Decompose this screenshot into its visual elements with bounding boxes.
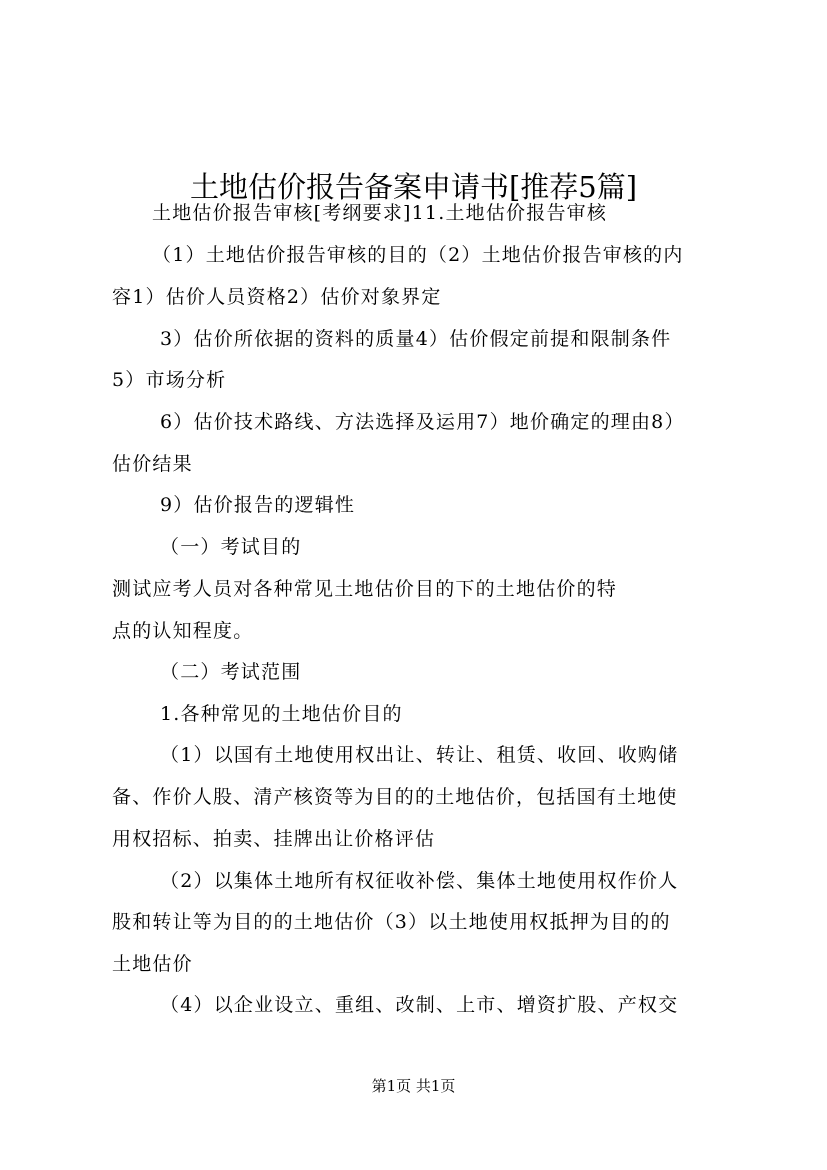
paragraph-line: 容1）估价人员资格2）估价对象界定 (112, 286, 442, 308)
paragraph-line: （1）以国有土地使用权出让、转让、租赁、收回、收购储 (160, 744, 679, 766)
section-heading: （二）考试范围 (160, 661, 302, 683)
paragraph-line: 9）估价报告的逻辑性 (160, 494, 356, 516)
paragraph-line: 6）估价技术路线、方法选择及运用7）地价确定的理由8） (160, 411, 685, 433)
paragraph-line: 3）估价所依据的资料的质量4）估价假定前提和限制条件 (160, 328, 672, 350)
section-heading: （一）考试目的 (160, 536, 302, 558)
paragraph-line: 点的认知程度。 (112, 620, 254, 642)
paragraph-line: （1）土地估价报告审核的目的（2）土地估价报告审核的内 (152, 244, 684, 266)
paragraph-line: 估价结果 (112, 453, 193, 475)
paragraph-line: 备、作价人股、清产核资等为目的的土地估价，包括国有土地使 (112, 786, 678, 808)
paragraph-line: 股和转让等为目的的土地估价（3）以土地使用权抵押为目的的 (112, 911, 671, 933)
paragraph-line: （4）以企业设立、重组、改制、上市、增资扩股、产权交 (160, 994, 679, 1016)
subsection-heading: 1.各种常见的土地估价目的 (160, 703, 403, 725)
document-title: 土地估价报告备案申请书[推荐5篇] (189, 170, 638, 205)
paragraph-line: 用权招标、拍卖、挂牌出让价格评估 (112, 828, 436, 850)
paragraph-line: 土地估价 (112, 953, 193, 975)
paragraph-line: 5）市场分析 (112, 369, 227, 391)
paragraph-line: （2）以集体土地所有权征收补偿、集体土地使用权作价人 (160, 870, 679, 892)
paragraph-line: 测试应考人员对各种常见土地估价目的下的土地估价的特 (112, 578, 618, 600)
paragraph-line: 土地估价报告审核[考纲要求]11.土地估价报告审核 (152, 202, 608, 224)
page-number-footer: 第1页 共1页 (371, 1077, 456, 1095)
